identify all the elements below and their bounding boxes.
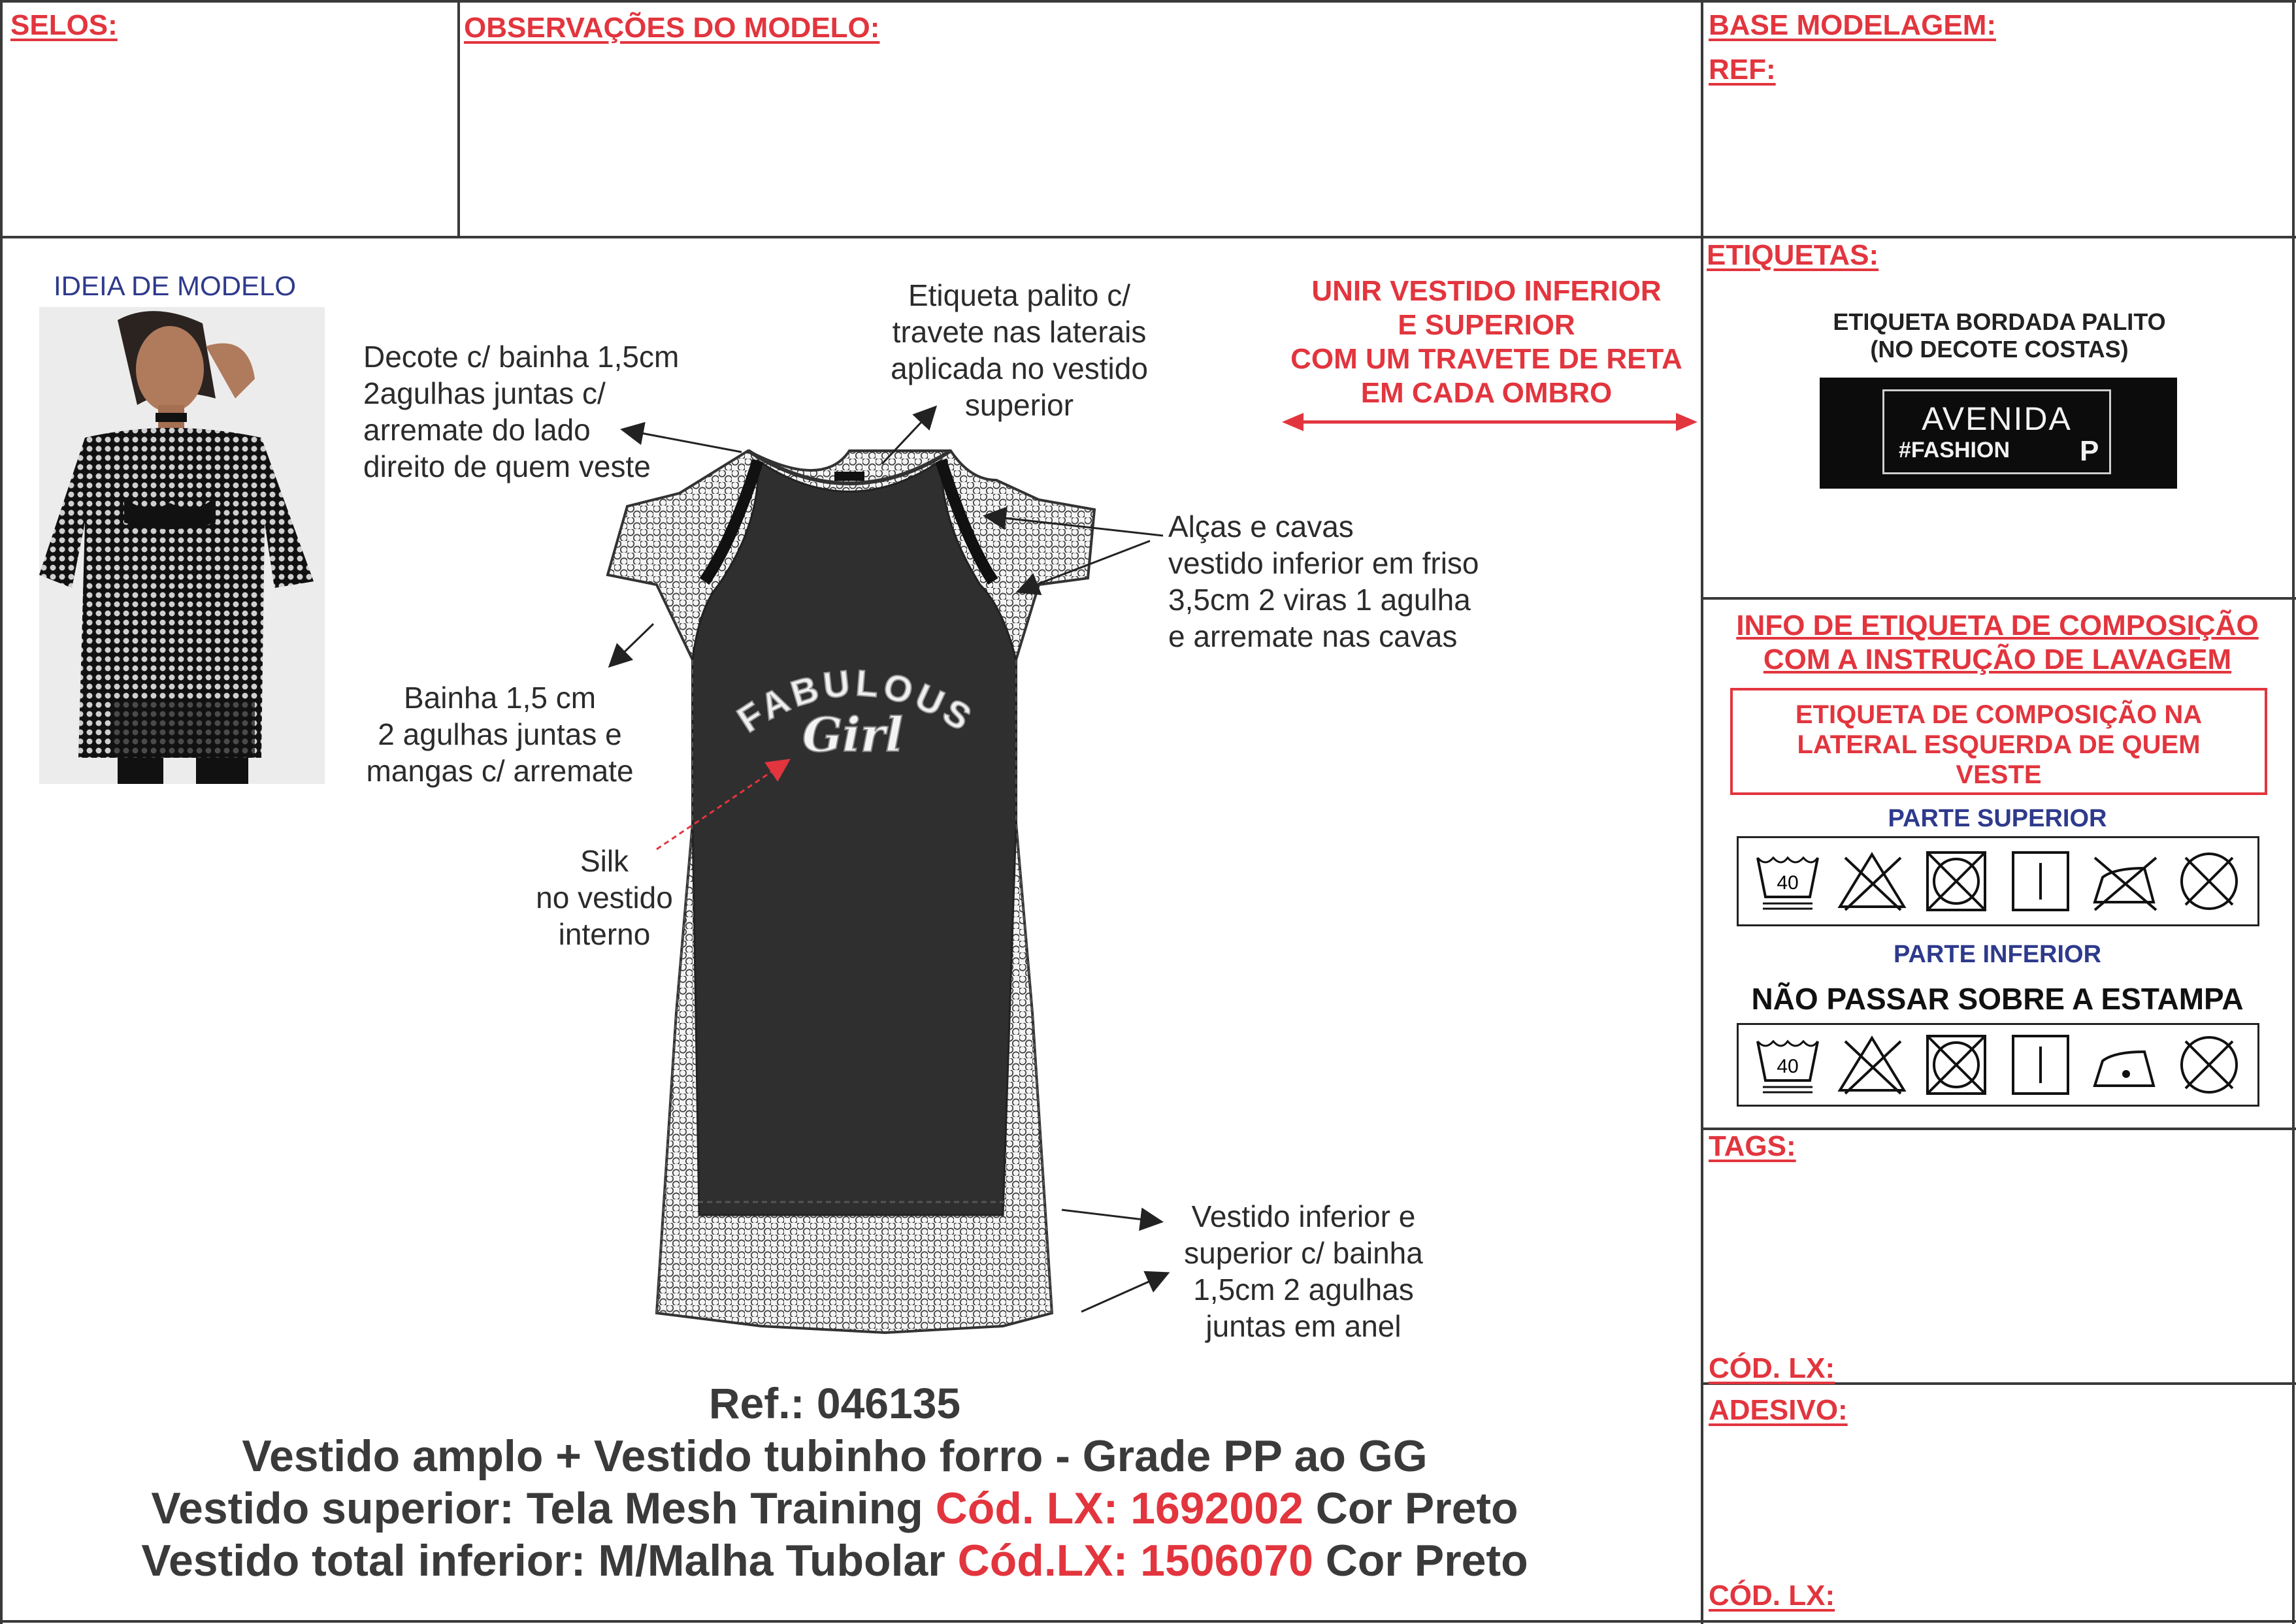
svg-text:40: 40 (1776, 872, 1799, 894)
tags-cod-label: CÓD. LX: (1709, 1352, 1835, 1384)
lower-dress-color: Cor Preto (1313, 1536, 1528, 1585)
etiqueta-bordada-text: ETIQUETA BORDADA PALITO (NO DECOTE COSTAS) (1833, 308, 2166, 363)
idea-label: IDEIA DE MODELO (54, 270, 297, 301)
iron-low-icon (2088, 1028, 2161, 1101)
etiquetas-divider (1701, 597, 2296, 600)
lower-dress-code: Cód.LX: 1506070 (957, 1536, 1313, 1585)
composicao-box: ETIQUETA DE COMPOSIÇÃO NA LATERAL ESQUERDA DE QUEM VESTE (1730, 688, 2267, 795)
alcas-note: Alças e cavas vestido inferior em friso 3,5cm 2 viras 1 agulha e arremate nas cavas (1168, 510, 1479, 653)
unir-vestidos-note: UNIR VESTIDO INFERIOR E SUPERIOR COM UM TRAVETE DE RETA EM CADA OMBRO (1290, 275, 1682, 409)
no-iron-icon (2088, 845, 2161, 918)
no-bleach-icon (1835, 1028, 1909, 1101)
line-dry-icon (2004, 845, 2077, 918)
no-bleach-icon (1835, 845, 1909, 918)
nao-passar-text: NÃO PASSAR SOBRE A ESTAMPA (1751, 982, 2244, 1016)
decote-note: Decote c/ bainha 1,5cm 2agulhas juntas c/ arremate do lado direito de quem veste (363, 340, 680, 483)
ref-title: Ref.: 046135 (708, 1379, 961, 1427)
bainha-note: Bainha 1,5 cm 2 agulhas juntas e mangas c/ arremate (366, 681, 634, 788)
brand-name: AVENIDA (1922, 400, 2072, 437)
line-dry-icon (2004, 1028, 2077, 1101)
svg-text:40: 40 (1776, 1056, 1799, 1077)
upper-dress-color: Cor Preto (1303, 1484, 1518, 1533)
border-right (2292, 0, 2295, 1624)
etiquetas-label: ETIQUETAS: (1707, 239, 1879, 271)
base-modelagem-label: BASE MODELAGEM: (1709, 9, 1996, 41)
silk-note: Silk no vestido interno (536, 844, 673, 951)
description-line: Vestido amplo + Vestido tubinho forro - Grade PP ao GG (242, 1431, 1428, 1481)
brand-hashtag: #FASHION (1898, 438, 2010, 463)
selos-label: SELOS: (10, 9, 118, 41)
composicao-title: INFO DE ETIQUETA DE COMPOSIÇÃO COM A INSTRUÇÃO DE LAVAGEM (1736, 609, 2259, 675)
brand-size: P (2080, 435, 2099, 467)
tags-label: TAGS: (1709, 1130, 1796, 1162)
upper-dress-line (0, 1483, 1669, 1534)
observacoes-label: OBSERVAÇÕES DO MODELO: (464, 12, 880, 44)
etiqueta-palito-note: Etiqueta palito c/ travete nas laterais aplicada no vestido superior (891, 278, 1148, 422)
wash-40-icon (1751, 1028, 1824, 1101)
parte-inferior-label: PARTE INFERIOR (1893, 941, 2102, 968)
vestido-inferior-note: Vestido inferior e superior c/ bainha 1,5cm 2 agulhas juntas em anel (1184, 1199, 1423, 1343)
no-dry-clean-icon (2173, 845, 2246, 918)
fabulous-word: FABULOUS (730, 662, 982, 741)
ref-label: REF: (1709, 54, 1776, 86)
no-dry-clean-icon (2173, 1028, 2246, 1101)
adesivo-cod-label: CÓD. LX: (1709, 1580, 1835, 1612)
wash-40-icon (1751, 845, 1824, 918)
care-symbols-superior (1737, 836, 2259, 926)
upper-dress-code: Cód. LX: 1692002 (935, 1484, 1304, 1533)
care-symbols-inferior (1737, 1023, 2259, 1107)
girl-word: Girl (802, 707, 904, 762)
no-tumble-dry-icon (1920, 845, 1993, 918)
inner-black-dress (693, 461, 1016, 1215)
no-tumble-dry-icon (1920, 1028, 1993, 1101)
upper-dress-text: Vestido superior: Tela Mesh Training (151, 1484, 936, 1533)
brand-label-patch (1820, 378, 2177, 489)
parte-superior-label: PARTE SUPERIOR (1888, 805, 2107, 832)
lower-dress-line (0, 1535, 1669, 1586)
adesivo-label: ADESIVO: (1709, 1394, 1848, 1426)
right-panel-divider (1701, 0, 1703, 1624)
lower-dress-text: Vestido total inferior: M/Malha Tubolar (141, 1536, 958, 1585)
